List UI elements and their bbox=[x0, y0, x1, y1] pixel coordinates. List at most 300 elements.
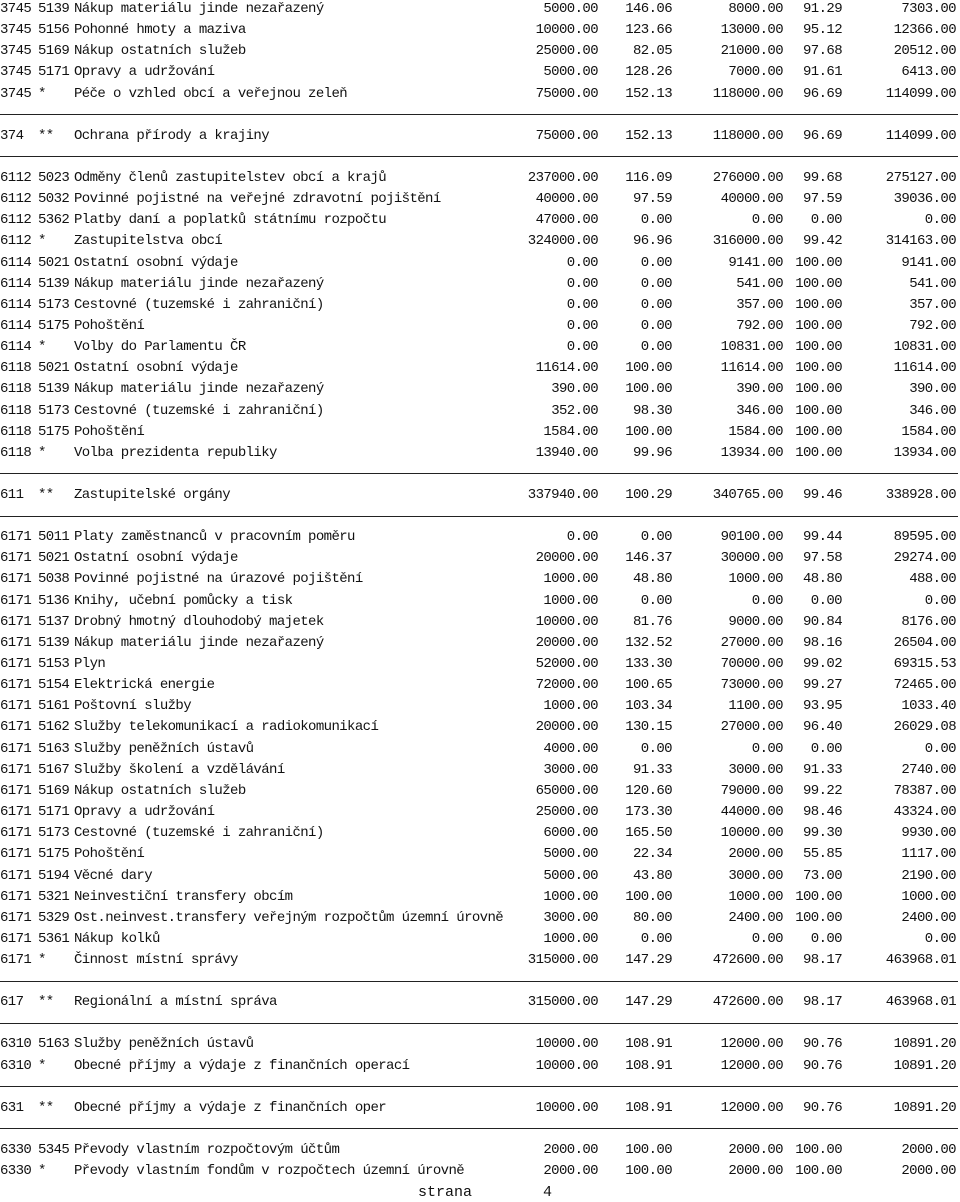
item-code: * bbox=[38, 952, 46, 968]
value-actual: 0.00 bbox=[924, 931, 956, 947]
value-adjusted: 12000.00 bbox=[720, 1058, 783, 1074]
paragraph-code: 6171 bbox=[0, 593, 32, 609]
item-description: Nákup ostatních služeb bbox=[74, 783, 246, 799]
value-actual: 1033.40 bbox=[901, 698, 956, 714]
value-actual: 10891.20 bbox=[893, 1100, 956, 1116]
table-row bbox=[0, 485, 958, 505]
item-description: Převody vlastním fondům v rozpočtech územní úrovně bbox=[74, 1163, 465, 1179]
paragraph-code: 6114 bbox=[0, 297, 32, 313]
percent-adjusted: 99.02 bbox=[802, 656, 842, 672]
table-row bbox=[0, 231, 958, 251]
value-adjusted: 2000.00 bbox=[728, 1163, 783, 1179]
item-code: * bbox=[38, 1058, 46, 1074]
value-adjusted: 0.00 bbox=[751, 741, 783, 757]
item-code: 5011 bbox=[38, 529, 70, 545]
value-approved: 65000.00 bbox=[535, 783, 598, 799]
value-actual: 463968.01 bbox=[885, 952, 956, 968]
value-actual: 12366.00 bbox=[893, 22, 956, 38]
paragraph-code: 6171 bbox=[0, 656, 32, 672]
paragraph-code: 6118 bbox=[0, 360, 32, 376]
percent-approved: 0.00 bbox=[640, 529, 672, 545]
paragraph-code: 3745 bbox=[0, 22, 32, 38]
percent-adjusted: 0.00 bbox=[810, 741, 842, 757]
value-actual: 541.00 bbox=[909, 276, 956, 292]
percent-approved: 100.00 bbox=[625, 1142, 672, 1158]
item-code: 5345 bbox=[38, 1142, 70, 1158]
item-code: 5153 bbox=[38, 656, 70, 672]
percent-adjusted: 98.16 bbox=[802, 635, 842, 651]
item-description: Obecné příjmy a výdaje z finančních oper bbox=[74, 1100, 387, 1116]
value-approved: 10000.00 bbox=[535, 1058, 598, 1074]
table-row bbox=[0, 802, 958, 822]
value-adjusted: 44000.00 bbox=[720, 804, 783, 820]
value-adjusted: 118000.00 bbox=[712, 128, 783, 144]
item-description: Činnost místní správy bbox=[74, 952, 238, 968]
percent-adjusted: 98.17 bbox=[802, 952, 842, 968]
paragraph-code: 6171 bbox=[0, 783, 32, 799]
item-description: Ochrana přírody a krajiny bbox=[74, 128, 270, 144]
paragraph-code: 631 bbox=[0, 1100, 24, 1116]
item-code: 5137 bbox=[38, 614, 70, 630]
value-adjusted: 1584.00 bbox=[728, 424, 783, 440]
value-approved: 0.00 bbox=[566, 276, 598, 292]
percent-adjusted: 0.00 bbox=[810, 593, 842, 609]
paragraph-code: 6171 bbox=[0, 677, 32, 693]
value-actual: 9930.00 bbox=[901, 825, 956, 841]
paragraph-code: 6171 bbox=[0, 846, 32, 862]
percent-approved: 22.34 bbox=[632, 846, 672, 862]
value-actual: 11614.00 bbox=[893, 360, 956, 376]
percent-adjusted: 99.68 bbox=[802, 170, 842, 186]
paragraph-code: 6310 bbox=[0, 1058, 32, 1074]
value-adjusted: 79000.00 bbox=[720, 783, 783, 799]
percent-approved: 0.00 bbox=[640, 741, 672, 757]
section-divider bbox=[0, 981, 958, 982]
percent-adjusted: 90.76 bbox=[802, 1058, 842, 1074]
value-adjusted: 9000.00 bbox=[728, 614, 783, 630]
value-approved: 324000.00 bbox=[527, 233, 598, 249]
value-adjusted: 2400.00 bbox=[728, 910, 783, 926]
item-code: 5173 bbox=[38, 825, 70, 841]
value-actual: 10891.20 bbox=[893, 1058, 956, 1074]
value-actual: 2000.00 bbox=[901, 1163, 956, 1179]
percent-approved: 128.26 bbox=[625, 64, 672, 80]
value-approved: 390.00 bbox=[551, 381, 598, 397]
item-description: Regionální a místní správa bbox=[74, 994, 277, 1010]
percent-adjusted: 99.42 bbox=[802, 233, 842, 249]
value-approved: 2000.00 bbox=[543, 1163, 598, 1179]
table-row bbox=[0, 887, 958, 907]
percent-adjusted: 96.40 bbox=[802, 719, 842, 735]
value-approved: 2000.00 bbox=[543, 1142, 598, 1158]
percent-approved: 96.96 bbox=[632, 233, 672, 249]
value-approved: 337940.00 bbox=[527, 487, 598, 503]
value-actual: 26504.00 bbox=[893, 635, 956, 651]
value-approved: 1000.00 bbox=[543, 698, 598, 714]
value-approved: 72000.00 bbox=[535, 677, 598, 693]
paragraph-code: 3745 bbox=[0, 64, 32, 80]
value-approved: 10000.00 bbox=[535, 614, 598, 630]
paragraph-code: 6330 bbox=[0, 1163, 32, 1179]
item-description: Převody vlastním rozpočtovým účtům bbox=[74, 1142, 340, 1158]
percent-adjusted: 99.44 bbox=[802, 529, 842, 545]
percent-adjusted: 100.00 bbox=[795, 381, 842, 397]
percent-approved: 0.00 bbox=[640, 339, 672, 355]
percent-adjusted: 99.46 bbox=[802, 487, 842, 503]
value-actual: 1584.00 bbox=[901, 424, 956, 440]
table-row bbox=[0, 527, 958, 547]
table-row bbox=[0, 760, 958, 780]
value-approved: 75000.00 bbox=[535, 128, 598, 144]
percent-approved: 98.30 bbox=[632, 403, 672, 419]
value-adjusted: 21000.00 bbox=[720, 43, 783, 59]
paragraph-code: 6171 bbox=[0, 529, 32, 545]
section-divider bbox=[0, 1128, 958, 1129]
value-adjusted: 7000.00 bbox=[728, 64, 783, 80]
value-actual: 2000.00 bbox=[901, 1142, 956, 1158]
item-description: Opravy a udržování bbox=[74, 64, 215, 80]
value-adjusted: 472600.00 bbox=[712, 952, 783, 968]
paragraph-code: 6171 bbox=[0, 762, 32, 778]
percent-adjusted: 97.59 bbox=[802, 191, 842, 207]
item-code: 5361 bbox=[38, 931, 70, 947]
table-row bbox=[0, 992, 958, 1012]
paragraph-code: 6171 bbox=[0, 698, 32, 714]
table-row bbox=[0, 1098, 958, 1118]
table-row bbox=[0, 696, 958, 716]
paragraph-code: 6112 bbox=[0, 212, 32, 228]
percent-adjusted: 100.00 bbox=[795, 445, 842, 461]
item-code: 5163 bbox=[38, 1036, 70, 1052]
value-actual: 13934.00 bbox=[893, 445, 956, 461]
percent-approved: 152.13 bbox=[625, 128, 672, 144]
value-adjusted: 10831.00 bbox=[720, 339, 783, 355]
value-approved: 47000.00 bbox=[535, 212, 598, 228]
percent-approved: 146.06 bbox=[625, 1, 672, 17]
value-adjusted: 1000.00 bbox=[728, 571, 783, 587]
value-actual: 488.00 bbox=[909, 571, 956, 587]
value-approved: 315000.00 bbox=[527, 952, 598, 968]
percent-adjusted: 0.00 bbox=[810, 212, 842, 228]
paragraph-code: 6112 bbox=[0, 170, 32, 186]
percent-adjusted: 97.68 bbox=[802, 43, 842, 59]
item-code: * bbox=[38, 233, 46, 249]
percent-adjusted: 96.69 bbox=[802, 86, 842, 102]
item-description: Nákup kolků bbox=[74, 931, 160, 947]
percent-adjusted: 100.00 bbox=[795, 424, 842, 440]
section-divider bbox=[0, 156, 958, 157]
item-description: Platby daní a poplatků státnímu rozpočtu bbox=[74, 212, 387, 228]
value-approved: 352.00 bbox=[551, 403, 598, 419]
table-row bbox=[0, 337, 958, 357]
value-actual: 390.00 bbox=[909, 381, 956, 397]
percent-approved: 116.09 bbox=[625, 170, 672, 186]
value-adjusted: 40000.00 bbox=[720, 191, 783, 207]
value-actual: 8176.00 bbox=[901, 614, 956, 630]
value-adjusted: 12000.00 bbox=[720, 1100, 783, 1116]
value-approved: 0.00 bbox=[566, 255, 598, 271]
value-actual: 89595.00 bbox=[893, 529, 956, 545]
item-description: Pohoštění bbox=[74, 318, 145, 334]
table-row bbox=[0, 612, 958, 632]
item-code: 5021 bbox=[38, 550, 70, 566]
value-approved: 5000.00 bbox=[543, 846, 598, 862]
paragraph-code: 6171 bbox=[0, 550, 32, 566]
item-code: 5362 bbox=[38, 212, 70, 228]
item-code: 5154 bbox=[38, 677, 70, 693]
item-description: Pohoštění bbox=[74, 424, 145, 440]
table-row bbox=[0, 591, 958, 611]
item-description: Pohoštění bbox=[74, 846, 145, 862]
percent-approved: 0.00 bbox=[640, 255, 672, 271]
value-approved: 20000.00 bbox=[535, 635, 598, 651]
value-approved: 5000.00 bbox=[543, 868, 598, 884]
item-code: * bbox=[38, 1163, 46, 1179]
item-description: Ost.neinvest.transfery veřejným rozpočtům územní úrovně bbox=[74, 910, 504, 926]
percent-approved: 108.91 bbox=[625, 1100, 672, 1116]
value-actual: 20512.00 bbox=[893, 43, 956, 59]
item-code: * bbox=[38, 339, 46, 355]
table-row bbox=[0, 401, 958, 421]
paragraph-code: 6112 bbox=[0, 191, 32, 207]
value-approved: 1000.00 bbox=[543, 931, 598, 947]
percent-approved: 100.00 bbox=[625, 1163, 672, 1179]
value-approved: 25000.00 bbox=[535, 43, 598, 59]
value-actual: 314163.00 bbox=[885, 233, 956, 249]
percent-approved: 103.34 bbox=[625, 698, 672, 714]
table-row bbox=[0, 739, 958, 759]
item-code: 5171 bbox=[38, 64, 70, 80]
item-description: Odměny členů zastupitelstev obcí a krajů bbox=[74, 170, 387, 186]
item-description: Platy zaměstnanců v pracovním poměru bbox=[74, 529, 355, 545]
value-approved: 1000.00 bbox=[543, 889, 598, 905]
table-row bbox=[0, 84, 958, 104]
value-actual: 1000.00 bbox=[901, 889, 956, 905]
section-divider bbox=[0, 114, 958, 115]
page-footer bbox=[0, 1184, 960, 1202]
percent-approved: 0.00 bbox=[640, 212, 672, 228]
percent-approved: 81.76 bbox=[632, 614, 672, 630]
percent-approved: 100.00 bbox=[625, 889, 672, 905]
value-actual: 338928.00 bbox=[885, 487, 956, 503]
footer-page-number: 4 bbox=[543, 1184, 553, 1201]
item-code: 5173 bbox=[38, 297, 70, 313]
paragraph-code: 3745 bbox=[0, 86, 32, 102]
value-adjusted: 0.00 bbox=[751, 212, 783, 228]
paragraph-code: 6114 bbox=[0, 255, 32, 271]
table-row bbox=[0, 929, 958, 949]
table-row bbox=[0, 950, 958, 970]
paragraph-code: 6171 bbox=[0, 635, 32, 651]
percent-adjusted: 100.00 bbox=[795, 1142, 842, 1158]
percent-approved: 120.60 bbox=[625, 783, 672, 799]
section-divider bbox=[0, 516, 958, 517]
item-description: Ostatní osobní výdaje bbox=[74, 360, 238, 376]
table-row bbox=[0, 126, 958, 146]
percent-adjusted: 98.17 bbox=[802, 994, 842, 1010]
item-code: 5139 bbox=[38, 381, 70, 397]
percent-approved: 0.00 bbox=[640, 276, 672, 292]
paragraph-code: 6171 bbox=[0, 804, 32, 820]
value-adjusted: 1100.00 bbox=[728, 698, 783, 714]
value-approved: 0.00 bbox=[566, 318, 598, 334]
paragraph-code: 374 bbox=[0, 128, 24, 144]
percent-adjusted: 100.00 bbox=[795, 403, 842, 419]
value-adjusted: 118000.00 bbox=[712, 86, 783, 102]
item-description: Volby do Parlamentu ČR bbox=[74, 339, 246, 355]
item-description: Péče o vzhled obcí a veřejnou zeleň bbox=[74, 86, 348, 102]
value-adjusted: 0.00 bbox=[751, 593, 783, 609]
table-row bbox=[0, 654, 958, 674]
item-description: Cestovné (tuzemské i zahraniční) bbox=[74, 297, 324, 313]
value-approved: 10000.00 bbox=[535, 1100, 598, 1116]
paragraph-code: 6171 bbox=[0, 719, 32, 735]
item-code: 5163 bbox=[38, 741, 70, 757]
table-row bbox=[0, 443, 958, 463]
item-description: Nákup materiálu jinde nezařazený bbox=[74, 635, 324, 651]
item-code: ** bbox=[38, 994, 54, 1010]
percent-approved: 147.29 bbox=[625, 994, 672, 1010]
paragraph-code: 6118 bbox=[0, 424, 32, 440]
percent-approved: 100.00 bbox=[625, 381, 672, 397]
item-description: Pohonné hmoty a maziva bbox=[74, 22, 246, 38]
value-adjusted: 792.00 bbox=[736, 318, 783, 334]
table-row bbox=[0, 1056, 958, 1076]
value-actual: 2190.00 bbox=[901, 868, 956, 884]
item-description: Volba prezidenta republiky bbox=[74, 445, 277, 461]
section-divider bbox=[0, 473, 958, 474]
value-approved: 315000.00 bbox=[527, 994, 598, 1010]
percent-approved: 132.52 bbox=[625, 635, 672, 651]
value-adjusted: 2000.00 bbox=[728, 846, 783, 862]
percent-adjusted: 98.46 bbox=[802, 804, 842, 820]
item-description: Plyn bbox=[74, 656, 106, 672]
percent-adjusted: 91.61 bbox=[802, 64, 842, 80]
item-description: Ostatní osobní výdaje bbox=[74, 255, 238, 271]
value-adjusted: 1000.00 bbox=[728, 889, 783, 905]
table-row bbox=[0, 422, 958, 442]
value-adjusted: 27000.00 bbox=[720, 635, 783, 651]
value-actual: 78387.00 bbox=[893, 783, 956, 799]
percent-adjusted: 93.95 bbox=[802, 698, 842, 714]
paragraph-code: 3745 bbox=[0, 1, 32, 17]
percent-adjusted: 95.12 bbox=[802, 22, 842, 38]
value-approved: 4000.00 bbox=[543, 741, 598, 757]
table-row bbox=[0, 781, 958, 801]
percent-approved: 82.05 bbox=[632, 43, 672, 59]
value-actual: 43324.00 bbox=[893, 804, 956, 820]
table-row bbox=[0, 379, 958, 399]
item-description: Služby peněžních ústavů bbox=[74, 741, 254, 757]
value-adjusted: 276000.00 bbox=[712, 170, 783, 186]
percent-adjusted: 100.00 bbox=[795, 889, 842, 905]
value-adjusted: 30000.00 bbox=[720, 550, 783, 566]
percent-adjusted: 0.00 bbox=[810, 931, 842, 947]
value-approved: 11614.00 bbox=[535, 360, 598, 376]
paragraph-code: 6310 bbox=[0, 1036, 32, 1052]
paragraph-code: 6171 bbox=[0, 889, 32, 905]
table-row bbox=[0, 253, 958, 273]
item-description: Poštovní služby bbox=[74, 698, 192, 714]
percent-adjusted: 99.30 bbox=[802, 825, 842, 841]
paragraph-code: 6171 bbox=[0, 741, 32, 757]
value-actual: 2740.00 bbox=[901, 762, 956, 778]
percent-adjusted: 97.58 bbox=[802, 550, 842, 566]
paragraph-code: 6171 bbox=[0, 910, 32, 926]
table-row bbox=[0, 823, 958, 843]
percent-adjusted: 100.00 bbox=[795, 360, 842, 376]
value-adjusted: 12000.00 bbox=[720, 1036, 783, 1052]
value-adjusted: 3000.00 bbox=[728, 762, 783, 778]
percent-approved: 100.29 bbox=[625, 487, 672, 503]
table-row bbox=[0, 844, 958, 864]
table-row bbox=[0, 295, 958, 315]
item-description: Drobný hmotný dlouhodobý majetek bbox=[74, 614, 324, 630]
item-description: Povinné pojistné na veřejné zdravotní pojištění bbox=[74, 191, 441, 207]
value-approved: 20000.00 bbox=[535, 719, 598, 735]
table-row bbox=[0, 1034, 958, 1054]
value-adjusted: 8000.00 bbox=[728, 1, 783, 17]
item-code: 5021 bbox=[38, 360, 70, 376]
percent-adjusted: 100.00 bbox=[795, 276, 842, 292]
value-actual: 463968.01 bbox=[885, 994, 956, 1010]
item-code: 5169 bbox=[38, 783, 70, 799]
value-actual: 275127.00 bbox=[885, 170, 956, 186]
item-description: Nákup ostatních služeb bbox=[74, 43, 246, 59]
value-adjusted: 3000.00 bbox=[728, 868, 783, 884]
percent-approved: 133.30 bbox=[625, 656, 672, 672]
item-description: Služby peněžních ústavů bbox=[74, 1036, 254, 1052]
paragraph-code: 6171 bbox=[0, 571, 32, 587]
table-row bbox=[0, 189, 958, 209]
item-description: Povinné pojistné na úrazové pojištění bbox=[74, 571, 363, 587]
item-description: Zastupitelstva obcí bbox=[74, 233, 223, 249]
item-code: ** bbox=[38, 1100, 54, 1116]
item-code: 5175 bbox=[38, 846, 70, 862]
value-approved: 0.00 bbox=[566, 529, 598, 545]
item-code: 5167 bbox=[38, 762, 70, 778]
value-approved: 3000.00 bbox=[543, 762, 598, 778]
value-adjusted: 10000.00 bbox=[720, 825, 783, 841]
table-row bbox=[0, 20, 958, 40]
value-actual: 69315.53 bbox=[893, 656, 956, 672]
item-code: 5023 bbox=[38, 170, 70, 186]
value-approved: 52000.00 bbox=[535, 656, 598, 672]
value-approved: 20000.00 bbox=[535, 550, 598, 566]
percent-adjusted: 100.00 bbox=[795, 1163, 842, 1179]
value-adjusted: 541.00 bbox=[736, 276, 783, 292]
table-row bbox=[0, 358, 958, 378]
value-adjusted: 472600.00 bbox=[712, 994, 783, 1010]
percent-approved: 146.37 bbox=[625, 550, 672, 566]
percent-adjusted: 99.22 bbox=[802, 783, 842, 799]
percent-approved: 0.00 bbox=[640, 593, 672, 609]
table-row bbox=[0, 0, 958, 19]
item-code: 5156 bbox=[38, 22, 70, 38]
value-adjusted: 316000.00 bbox=[712, 233, 783, 249]
table-row bbox=[0, 569, 958, 589]
value-actual: 39036.00 bbox=[893, 191, 956, 207]
value-adjusted: 11614.00 bbox=[720, 360, 783, 376]
percent-adjusted: 100.00 bbox=[795, 297, 842, 313]
percent-adjusted: 100.00 bbox=[795, 910, 842, 926]
percent-approved: 100.00 bbox=[625, 424, 672, 440]
value-actual: 346.00 bbox=[909, 403, 956, 419]
paragraph-code: 6118 bbox=[0, 445, 32, 461]
item-description: Cestovné (tuzemské i zahraniční) bbox=[74, 403, 324, 419]
item-description: Ostatní osobní výdaje bbox=[74, 550, 238, 566]
item-code: 5321 bbox=[38, 889, 70, 905]
